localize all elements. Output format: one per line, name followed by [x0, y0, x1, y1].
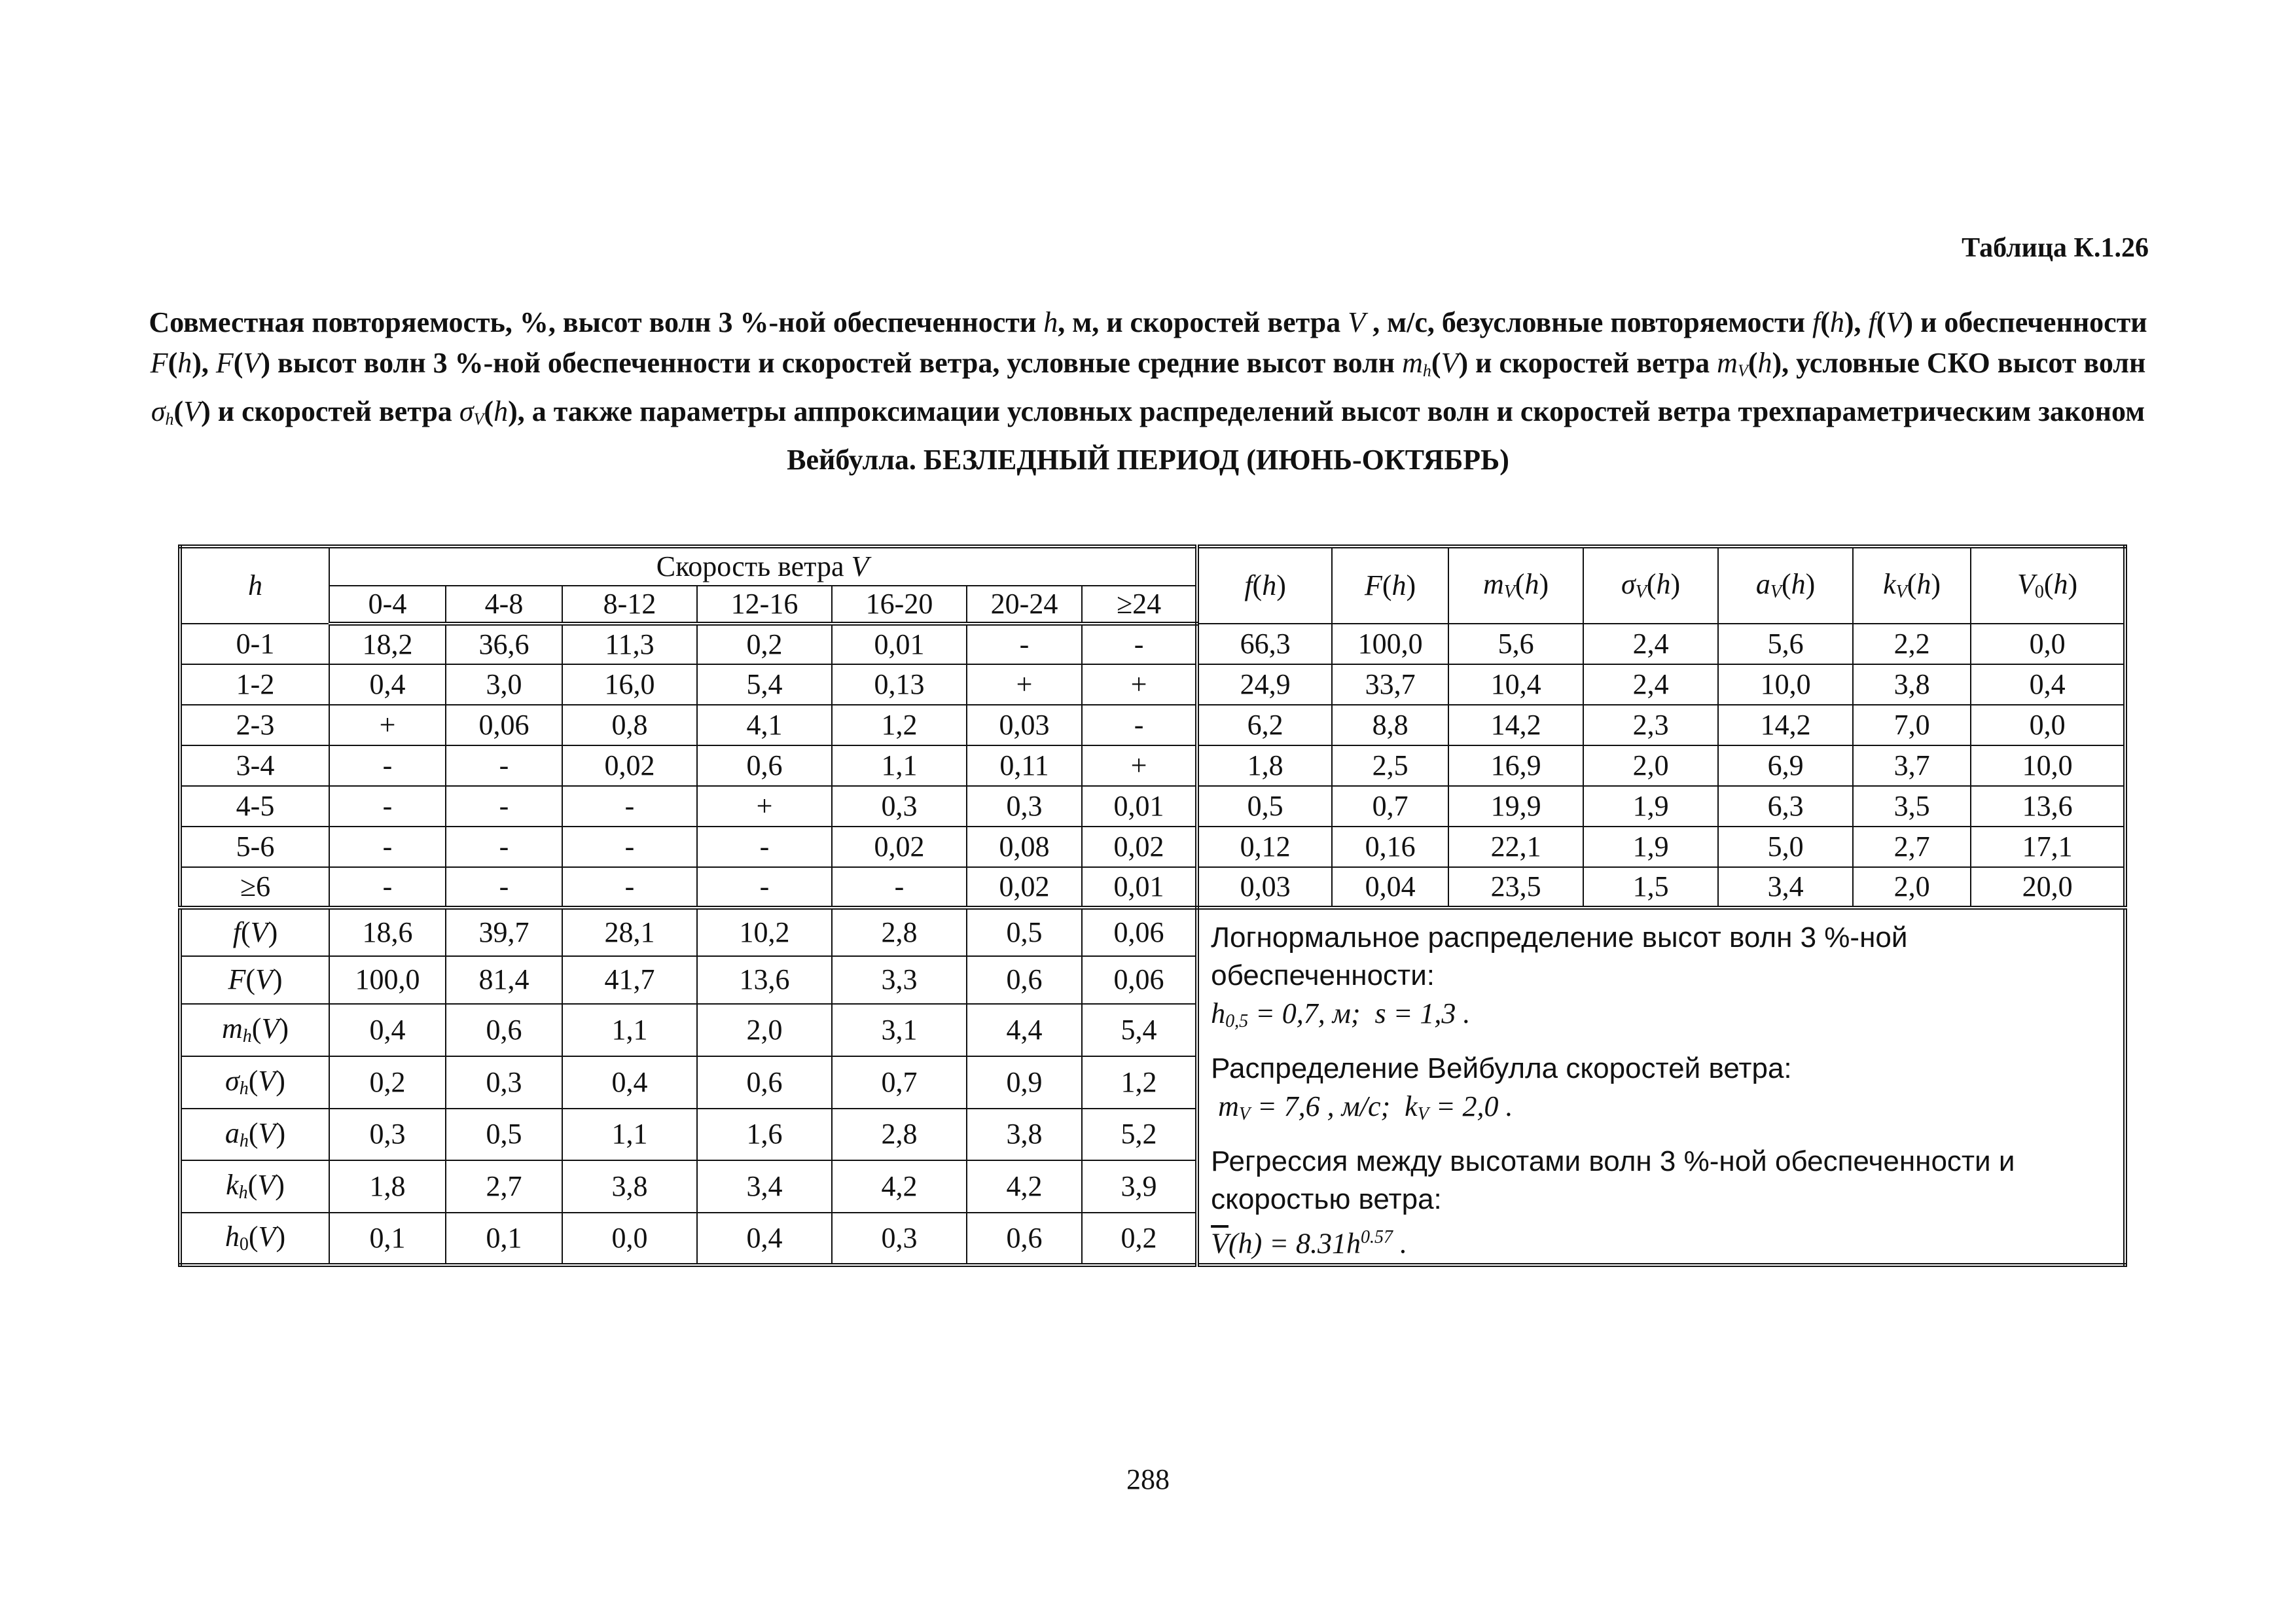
stat-cell: 2,0: [1583, 745, 1718, 786]
table-row: [180, 908, 2125, 956]
stat-cell: 1,5: [1583, 867, 1718, 908]
stat-cell: 0,16: [1332, 827, 1448, 867]
stat-cell: 10,0: [1971, 745, 2125, 786]
value-cell: 0,3: [832, 1213, 967, 1265]
frequency-cell: 4,1: [697, 705, 832, 745]
frequency-cell: -: [697, 867, 832, 908]
fh-header: f(h): [1197, 546, 1332, 624]
value-cell: 0,5: [446, 1109, 562, 1161]
value-cell: 81,4: [446, 956, 562, 1005]
stat-cell: 10,0: [1718, 664, 1853, 705]
value-cell: 5,4: [1082, 1004, 1197, 1056]
frequency-cell: -: [446, 786, 562, 827]
frequency-cell: +: [1082, 745, 1197, 786]
stat-cell: 1,9: [1583, 827, 1718, 867]
row-label-cell: F(V): [180, 956, 329, 1005]
frequency-cell: 0,3: [832, 786, 967, 827]
value-cell: 3,8: [967, 1109, 1082, 1161]
frequency-cell: 1,1: [832, 745, 967, 786]
value-cell: 0,7: [832, 1056, 967, 1109]
frequency-cell: +: [967, 664, 1082, 705]
regression-title: Регрессия между высотами волн 3 %-ной обеспеченности и скоростью ветра:: [1211, 1145, 2015, 1215]
stat-cell: 22,1: [1448, 827, 1583, 867]
row-label-cell: f(V): [180, 908, 329, 956]
frequency-cell: -: [967, 624, 1082, 664]
stat-cell: 24,9: [1197, 664, 1332, 705]
value-cell: 3,4: [697, 1160, 832, 1213]
frequency-cell: 5,4: [697, 664, 832, 705]
value-cell: 28,1: [562, 908, 697, 956]
frequency-cell: -: [329, 827, 446, 867]
frequency-cell: 0,01: [1082, 867, 1197, 908]
value-cell: 100,0: [329, 956, 446, 1005]
frequency-cell: -: [697, 827, 832, 867]
stat-cell: 3,5: [1853, 786, 1971, 827]
frequency-cell: -: [562, 827, 697, 867]
stat-cell: 100,0: [1332, 624, 1448, 664]
h-range-cell: 1-2: [180, 664, 329, 705]
value-cell: 0,6: [446, 1004, 562, 1056]
wind-bin-header: 16-20: [832, 586, 967, 624]
value-cell: 0,1: [446, 1213, 562, 1265]
stat-cell: 3,4: [1718, 867, 1853, 908]
notes-cell: [1197, 908, 2125, 1265]
stat-cell: 5,6: [1448, 624, 1583, 664]
stat-cell: 2,4: [1583, 664, 1718, 705]
value-cell: 5,2: [1082, 1109, 1197, 1161]
wind-bin-header: 4-8: [446, 586, 562, 624]
frequency-cell: -: [562, 867, 697, 908]
row-label-cell: $h_0(V)$: [180, 1213, 329, 1265]
table-row: [180, 745, 2125, 786]
aV-header: $a_V(h)$: [1718, 546, 1853, 624]
frequency-cell: -: [446, 867, 562, 908]
value-cell: 13,6: [697, 956, 832, 1005]
table-row: [180, 705, 2125, 745]
stat-cell: 1,8: [1197, 745, 1332, 786]
table-number: Таблица К.1.26: [1962, 233, 2149, 263]
table-row: [180, 786, 2125, 827]
value-cell: 0,0: [562, 1213, 697, 1265]
value-cell: 0,3: [446, 1056, 562, 1109]
value-cell: 0,2: [329, 1056, 446, 1109]
value-cell: 3,1: [832, 1004, 967, 1056]
stat-cell: 14,2: [1448, 705, 1583, 745]
value-cell: 0,5: [967, 908, 1082, 956]
wind-bin-header: 12-16: [697, 586, 832, 624]
frequency-cell: 0,02: [832, 827, 967, 867]
stat-cell: 14,2: [1718, 705, 1853, 745]
sigmaV-header: $\sigma_V(h)$: [1583, 546, 1718, 624]
wind-bin-header: 0-4: [329, 586, 446, 624]
frequency-cell: 36,6: [446, 624, 562, 664]
value-cell: 2,7: [446, 1160, 562, 1213]
value-cell: 4,4: [967, 1004, 1082, 1056]
value-cell: 0,06: [1082, 956, 1197, 1005]
value-cell: 1,8: [329, 1160, 446, 1213]
stat-cell: 7,0: [1853, 705, 1971, 745]
h-range-cell: 4-5: [180, 786, 329, 827]
stat-cell: 0,04: [1332, 867, 1448, 908]
frequency-cell: -: [329, 745, 446, 786]
frequency-cell: 0,6: [697, 745, 832, 786]
lognormal-params: $h_{0,5} = 0,7$, м; s = 1,3 .: [1211, 997, 1471, 1031]
row-label-cell: $\sigma_h(V)$: [180, 1056, 329, 1109]
value-cell: 0,6: [967, 1213, 1082, 1265]
table-row: [180, 664, 2125, 705]
frequency-cell: +: [697, 786, 832, 827]
value-cell: 1,1: [562, 1004, 697, 1056]
h-range-cell: 0-1: [180, 624, 329, 664]
row-label-cell: $k_h(V)$: [180, 1160, 329, 1213]
frequency-cell: -: [446, 827, 562, 867]
stat-cell: 0,5: [1197, 786, 1332, 827]
page-number: 288: [1126, 1463, 1170, 1495]
stat-cell: 3,7: [1853, 745, 1971, 786]
value-cell: 3,9: [1082, 1160, 1197, 1213]
stat-cell: 10,4: [1448, 664, 1583, 705]
h-header: h: [180, 546, 329, 624]
value-cell: 1,1: [562, 1109, 697, 1161]
stat-cell: 0,03: [1197, 867, 1332, 908]
wind-bin-header: ≥24: [1082, 586, 1197, 624]
joint-frequency-table: [178, 544, 2127, 1267]
stat-cell: 17,1: [1971, 827, 2125, 867]
frequency-cell: 0,08: [967, 827, 1082, 867]
stat-cell: 6,3: [1718, 786, 1853, 827]
frequency-cell: 0,02: [1082, 827, 1197, 867]
stat-cell: 2,3: [1583, 705, 1718, 745]
value-cell: 1,6: [697, 1109, 832, 1161]
frequency-cell: -: [562, 786, 697, 827]
frequency-cell: -: [1082, 705, 1197, 745]
value-cell: 0,2: [1082, 1213, 1197, 1265]
value-cell: 2,8: [832, 1109, 967, 1161]
stat-cell: 20,0: [1971, 867, 2125, 908]
frequency-cell: 0,01: [832, 624, 967, 664]
h-range-cell: ≥6: [180, 867, 329, 908]
frequency-cell: 0,06: [446, 705, 562, 745]
frequency-cell: 0,13: [832, 664, 967, 705]
table-row: [180, 827, 2125, 867]
frequency-cell: 0,03: [967, 705, 1082, 745]
frequency-cell: 11,3: [562, 624, 697, 664]
frequency-cell: 0,11: [967, 745, 1082, 786]
value-cell: 41,7: [562, 956, 697, 1005]
weibull-title: Распределение Вейбулла скоростей ветра:: [1211, 1052, 1792, 1084]
frequency-cell: 0,3: [967, 786, 1082, 827]
frequency-cell: -: [329, 786, 446, 827]
value-cell: 2,0: [697, 1004, 832, 1056]
value-cell: 3,8: [562, 1160, 697, 1213]
value-cell: 4,2: [832, 1160, 967, 1213]
stat-cell: 2,7: [1853, 827, 1971, 867]
wind-speed-header: Скорость ветра V: [329, 546, 1197, 586]
weibull-params: $m_V = 7,6$ , м/с; $k_V = 2,0$ .: [1218, 1090, 1513, 1124]
stat-cell: 6,9: [1718, 745, 1853, 786]
Fh-header: F(h): [1332, 546, 1448, 624]
stat-cell: 5,0: [1718, 827, 1853, 867]
frequency-cell: 1,2: [832, 705, 967, 745]
value-cell: 39,7: [446, 908, 562, 956]
table-row: [180, 624, 2125, 664]
value-cell: 0,4: [697, 1213, 832, 1265]
regression-formula: $\overline{V}(h) = 8.31h^{0.57}$ .: [1211, 1227, 1407, 1260]
frequency-cell: +: [329, 705, 446, 745]
table-row: [180, 867, 2125, 908]
stat-cell: 0,12: [1197, 827, 1332, 867]
value-cell: 0,6: [697, 1056, 832, 1109]
stat-cell: 66,3: [1197, 624, 1332, 664]
h-range-cell: 3-4: [180, 745, 329, 786]
frequency-cell: -: [1082, 624, 1197, 664]
row-label-cell: $a_h(V)$: [180, 1109, 329, 1161]
value-cell: 0,9: [967, 1056, 1082, 1109]
stat-cell: 0,4: [1971, 664, 2125, 705]
stat-cell: 3,8: [1853, 664, 1971, 705]
frequency-cell: 0,01: [1082, 786, 1197, 827]
wind-bin-header: 20-24: [967, 586, 1082, 624]
frequency-cell: 0,2: [697, 624, 832, 664]
stat-cell: 19,9: [1448, 786, 1583, 827]
value-cell: 0,4: [329, 1004, 446, 1056]
stat-cell: 16,9: [1448, 745, 1583, 786]
frequency-cell: -: [446, 745, 562, 786]
stat-cell: 0,0: [1971, 624, 2125, 664]
frequency-cell: 18,2: [329, 624, 446, 664]
lognormal-title: Логнормальное распределение высот волн 3 %-ной обеспеченности:: [1211, 921, 1908, 991]
frequency-cell: 16,0: [562, 664, 697, 705]
row-label-cell: $m_h(V)$: [180, 1004, 329, 1056]
stat-cell: 0,7: [1332, 786, 1448, 827]
value-cell: 18,6: [329, 908, 446, 956]
value-cell: 4,2: [967, 1160, 1082, 1213]
value-cell: 3,3: [832, 956, 967, 1005]
h-range-cell: 2-3: [180, 705, 329, 745]
value-cell: 0,3: [329, 1109, 446, 1161]
frequency-cell: 0,02: [562, 745, 697, 786]
stat-cell: 33,7: [1332, 664, 1448, 705]
h-range-cell: 5-6: [180, 827, 329, 867]
value-cell: 0,1: [329, 1213, 446, 1265]
frequency-cell: -: [832, 867, 967, 908]
frequency-cell: 0,02: [967, 867, 1082, 908]
value-cell: 0,6: [967, 956, 1082, 1005]
value-cell: 1,2: [1082, 1056, 1197, 1109]
kV-header: $k_V(h)$: [1853, 546, 1971, 624]
table-caption: Совместная повторяемость, %, высот волн 3 %-ной обеспеченности h, м, и скоростей ветра V , м/с, безусловные повторяемости f(h), f(V) и обеспеченности F(h), F(V) высот волн 3 %-ной обеспеченности и скоростей ветра, условные средние высот волн $m_h(V)$ и скоростей ветра $m_V(h)$, условные СКО высот волн $\sigma_h(V)$ и скоростей ветра $\sigma_V(h)$, а также параметры аппроксимации условных распределений высот волн и скоростей ветра трехпараметрическим законом Вейбулла. БЕЗЛЕДНЫЙ ПЕРИОД (ИЮНЬ-ОКТЯБРЬ): [149, 306, 2147, 476]
stat-cell: 23,5: [1448, 867, 1583, 908]
stat-cell: 1,9: [1583, 786, 1718, 827]
frequency-cell: -: [329, 867, 446, 908]
frequency-cell: +: [1082, 664, 1197, 705]
value-cell: 2,8: [832, 908, 967, 956]
stat-cell: 2,2: [1853, 624, 1971, 664]
stat-cell: 2,5: [1332, 745, 1448, 786]
stat-cell: 2,0: [1853, 867, 1971, 908]
stat-cell: 0,0: [1971, 705, 2125, 745]
stat-cell: 2,4: [1583, 624, 1718, 664]
mV-header: $m_V(h)$: [1448, 546, 1583, 624]
stat-cell: 13,6: [1971, 786, 2125, 827]
value-cell: 0,06: [1082, 908, 1197, 956]
stat-cell: 6,2: [1197, 705, 1332, 745]
V0-header: $V_0(h)$: [1971, 546, 2125, 624]
frequency-cell: 0,4: [329, 664, 446, 705]
value-cell: 10,2: [697, 908, 832, 956]
stat-cell: 8,8: [1332, 705, 1448, 745]
frequency-cell: 0,8: [562, 705, 697, 745]
value-cell: 0,4: [562, 1056, 697, 1109]
stat-cell: 5,6: [1718, 624, 1853, 664]
frequency-cell: 3,0: [446, 664, 562, 705]
wind-bin-header: 8-12: [562, 586, 697, 624]
